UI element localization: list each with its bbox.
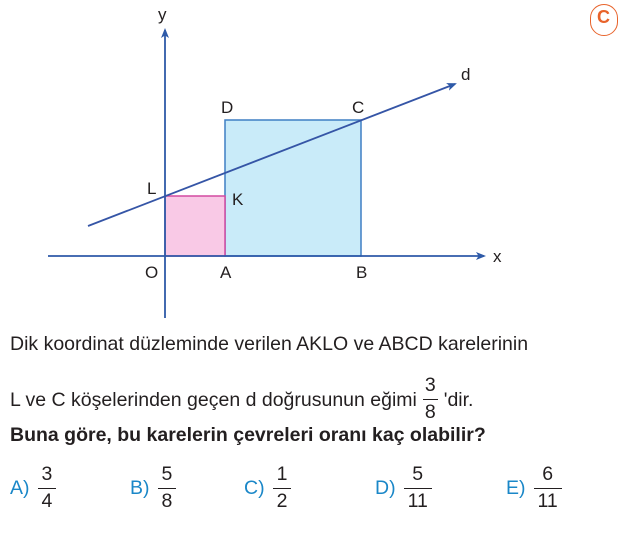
option-d-letter: D) [375,476,396,499]
option-e-letter: E) [506,476,526,499]
point-a-label: A [220,263,232,282]
option-d-den: 11 [407,489,428,512]
option-c-fraction [273,465,292,511]
option-c-num: 1 [273,465,292,489]
slope-denominator: 8 [424,400,436,423]
point-o-label: O [145,263,159,282]
point-c-label: C [352,98,365,117]
square-abcd [225,120,361,256]
question-line-2-text: L ve C köşelerinden geçen d doğrusunun eğimi [10,389,417,412]
point-b-label: B [356,263,368,282]
question-line-2 [10,374,474,424]
option-b-den: 8 [161,489,173,512]
option-d-num: 5 [404,465,432,489]
y-axis-label: y [158,5,167,24]
option-c-letter: C) [244,476,265,499]
option-a[interactable] [10,465,56,511]
x-axis-label: x [493,247,502,266]
option-b-letter: B) [130,476,150,499]
option-e[interactable] [506,465,562,511]
option-a-num: 3 [38,465,57,489]
option-a-den: 4 [41,489,53,512]
option-e-fraction [534,465,562,511]
point-d-label: D [221,98,234,117]
line-d-label: d [461,65,471,84]
point-l-label: L [147,179,157,198]
slope-numerator: 3 [423,376,438,400]
option-d-fraction [404,465,432,511]
option-a-letter: A) [10,476,30,499]
slope-fraction [423,376,438,422]
square-aklo [165,196,225,256]
option-b-fraction [158,465,177,511]
option-e-num: 6 [534,465,562,489]
option-c-den: 2 [276,489,288,512]
option-e-den: 11 [537,489,558,512]
option-d[interactable] [375,465,432,511]
corner-badge: C [590,4,618,36]
option-b[interactable] [130,465,176,511]
option-a-fraction [38,465,57,511]
option-c[interactable] [244,465,291,511]
question-line-2-suffix: 'dir. [443,389,474,412]
question-line-1: Dik koordinat düzleminde verilen AKLO ve ABCD karelerinin [10,333,529,355]
option-b-num: 5 [158,465,177,489]
point-k-label: K [232,190,244,209]
question-prompt: Buna göre, bu karelerin çevreleri oranı kaç olabilir? [10,424,486,446]
